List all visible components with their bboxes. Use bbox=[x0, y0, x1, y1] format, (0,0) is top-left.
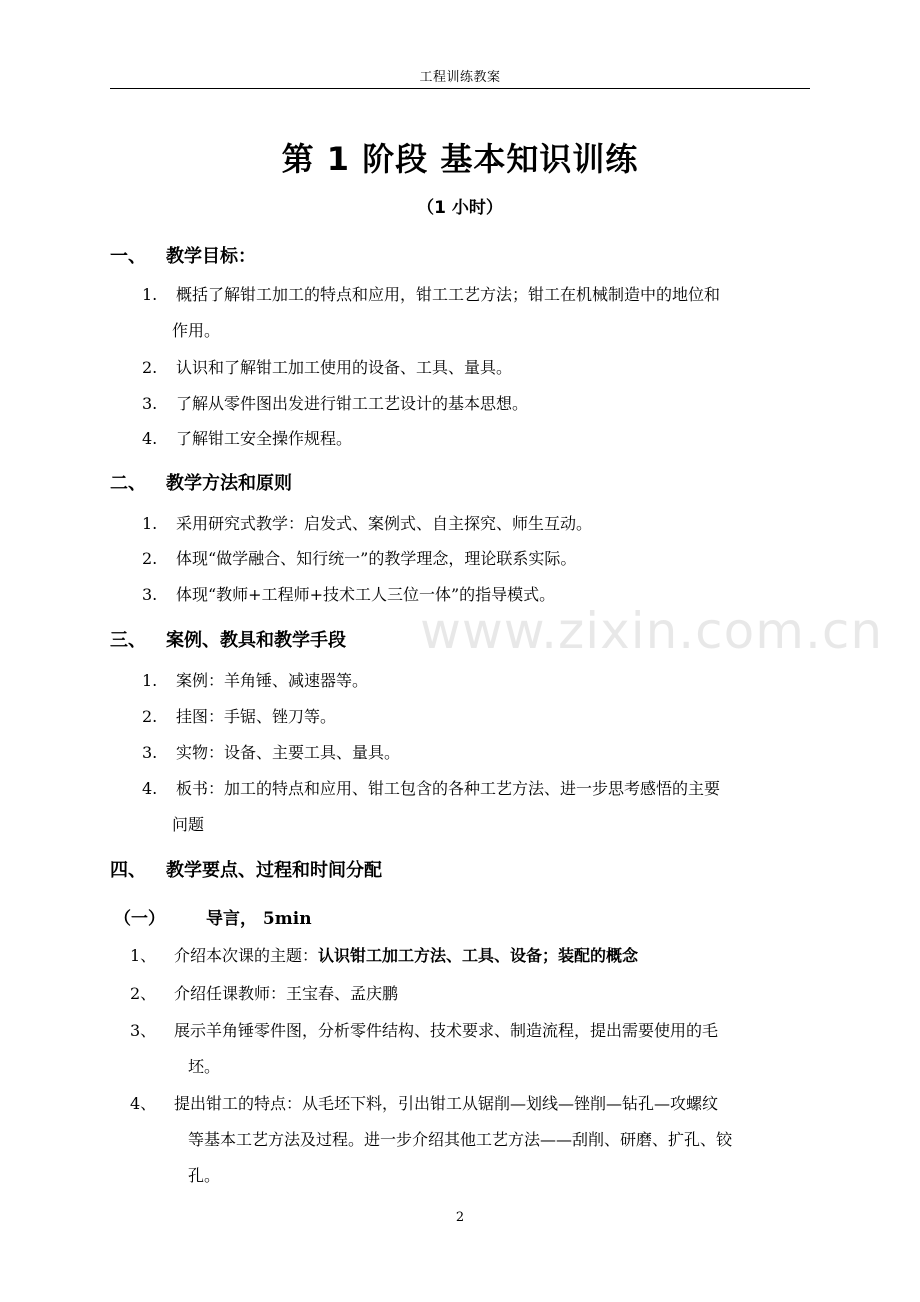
list-item bbox=[142, 545, 812, 573]
item-text: 介绍本次课的主题： bbox=[174, 946, 319, 965]
list-item bbox=[142, 775, 812, 839]
item-text: 介绍任课教师：王宝春、孟庆鹏 bbox=[174, 984, 399, 1003]
item-text-continued: 等基本工艺方法及过程。进一步介绍其他工艺方法——刮削、研磨、扩孔、铰 bbox=[188, 1130, 733, 1149]
item-number: 1. bbox=[142, 671, 158, 690]
list-item bbox=[142, 390, 812, 418]
section-title: 教学目标： bbox=[166, 246, 256, 267]
page-number: 2 bbox=[455, 1210, 465, 1225]
item-number: 3. bbox=[142, 394, 158, 413]
list-item bbox=[142, 281, 812, 345]
list-item bbox=[142, 703, 812, 731]
item-number: 2. bbox=[142, 358, 158, 377]
item-number: 1. bbox=[142, 514, 158, 533]
list-item bbox=[130, 1013, 812, 1085]
list-item bbox=[142, 739, 812, 767]
item-text: 体现“做学融合、知行统一”的教学理念，理论联系实际。 bbox=[176, 549, 577, 568]
item-text: 案例：羊角锤、减速器等。 bbox=[176, 671, 369, 690]
page-title: 第 1 阶段 基本知识训练 bbox=[281, 140, 639, 178]
item-text: 板书：加工的特点和应用、钳工包含的各种工艺方法、进一步思考感悟的主要 bbox=[176, 779, 721, 798]
watermark: www.zixin.com.cn bbox=[420, 602, 884, 660]
item-text: 挂图：手锯、锉刀等。 bbox=[176, 707, 337, 726]
subsection-title: 导言， 5min bbox=[206, 909, 312, 929]
subsection-heading bbox=[114, 904, 312, 929]
list-item bbox=[142, 354, 812, 382]
list-item bbox=[142, 667, 812, 695]
item-text-continued: 作用。 bbox=[172, 321, 221, 340]
item-text: 了解钳工安全操作规程。 bbox=[176, 429, 353, 448]
item-text: 认识和了解钳工加工使用的设备、工具、量具。 bbox=[176, 358, 513, 377]
section-number: 二、 bbox=[110, 473, 146, 494]
section-heading-3 bbox=[110, 626, 346, 652]
section-title: 教学方法和原则 bbox=[166, 473, 292, 494]
item-text: 体现“教师+工程师+技术工人三位一体”的指导模式。 bbox=[176, 585, 556, 604]
item-number: 4、 bbox=[130, 1094, 157, 1113]
page-subtitle: （1 小时） bbox=[417, 198, 503, 218]
list-item bbox=[142, 510, 812, 538]
section-number: 四、 bbox=[110, 860, 146, 881]
section-title: 教学要点、过程和时间分配 bbox=[166, 860, 382, 881]
item-number: 1. bbox=[142, 285, 158, 304]
item-number: 3、 bbox=[130, 1021, 157, 1040]
list-item bbox=[142, 425, 812, 453]
section-heading-1 bbox=[110, 242, 256, 268]
item-text: 提出钳工的特点：从毛坯下料，引出钳工从锯削—划线—锉削—钻孔—攻螺纹 bbox=[174, 1094, 719, 1113]
item-number: 3. bbox=[142, 743, 158, 762]
header-rule bbox=[110, 88, 810, 89]
item-number: 4. bbox=[142, 779, 158, 798]
subsection-number: （一） bbox=[114, 909, 165, 929]
section-heading-4 bbox=[110, 856, 382, 882]
item-text: 展示羊角锤零件图，分析零件结构、技术要求、制造流程，提出需要使用的毛 bbox=[174, 1021, 719, 1040]
item-number: 1、 bbox=[130, 946, 157, 965]
item-text: 了解从零件图出发进行钳工工艺设计的基本思想。 bbox=[176, 394, 529, 413]
item-number: 3. bbox=[142, 585, 158, 604]
item-number: 2. bbox=[142, 549, 158, 568]
item-text-bold: 认识钳工加工方法、工具、设备；装配的概念 bbox=[318, 946, 639, 965]
item-text: 概括了解钳工加工的特点和应用，钳工工艺方法；钳工在机械制造中的地位和 bbox=[176, 285, 721, 304]
item-number: 2. bbox=[142, 707, 158, 726]
item-number: 4. bbox=[142, 429, 158, 448]
item-text-continued: 孔。 bbox=[188, 1166, 221, 1185]
list-item bbox=[130, 1086, 812, 1194]
section-number: 一、 bbox=[110, 246, 146, 267]
list-item bbox=[130, 938, 812, 974]
section-number: 三、 bbox=[110, 630, 146, 651]
page-header: 工程训练教案 bbox=[419, 70, 501, 85]
item-number: 2、 bbox=[130, 984, 157, 1003]
item-text-continued: 问题 bbox=[172, 815, 205, 834]
section-heading-2 bbox=[110, 469, 292, 495]
item-text-continued: 坯。 bbox=[188, 1057, 221, 1076]
section-title: 案例、教具和教学手段 bbox=[166, 630, 346, 651]
item-text: 实物：设备、主要工具、量具。 bbox=[176, 743, 401, 762]
list-item bbox=[130, 976, 812, 1012]
item-text: 采用研究式教学：启发式、案例式、自主探究、师生互动。 bbox=[176, 514, 593, 533]
